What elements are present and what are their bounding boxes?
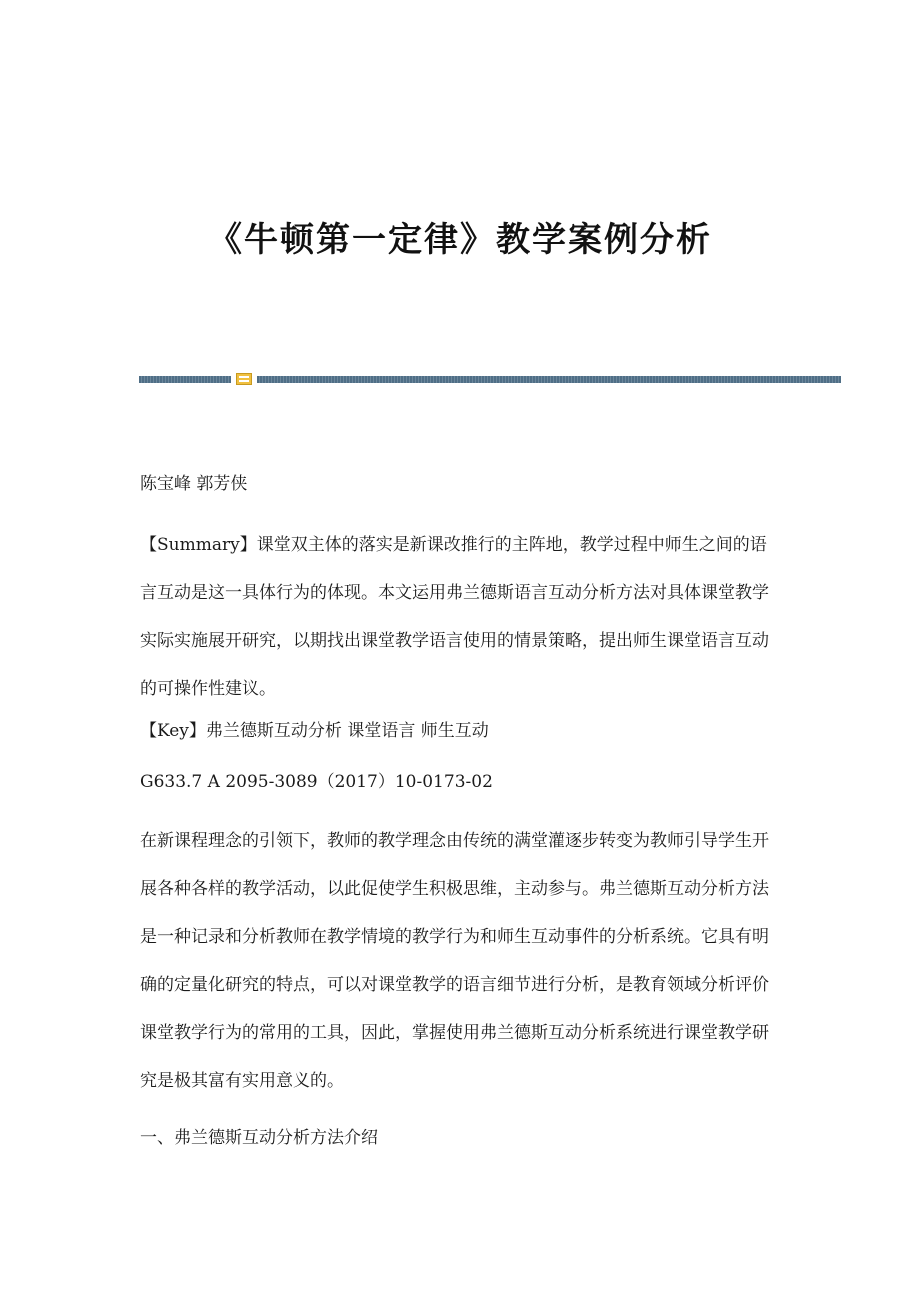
- document-title: 《牛顿第一定律》教学案例分析: [208, 220, 712, 260]
- summary-paragraph: [140, 521, 780, 713]
- classification-code: G633.7 A 2095-3089（2017）10-0173-02: [140, 772, 493, 792]
- summary-label: 【Summary】: [140, 535, 257, 555]
- title-divider: [139, 372, 841, 386]
- key-label: 【Key】: [140, 721, 206, 741]
- authors: 陈宝峰 郭芳侠: [140, 474, 248, 494]
- document-body: [140, 470, 780, 1153]
- divider-bar-right: [257, 376, 841, 383]
- key-text: 弗兰德斯互动分析 课堂语言 师生互动: [205, 721, 489, 741]
- summary-text: 课堂双主体的落实是新课改推行的主阵地，教学过程中师生之间的语言互动是这一具体行为的体现。本文运用弗兰德斯语言互动分析方法对具体课堂教学实际实施展开研究，以期找出课堂教学语言使用的情景策略，提出师生课堂语言互动的可操作性建议。: [140, 535, 769, 699]
- body-paragraph: 在新课程理念的引领下，教师的教学理念由传统的满堂灌逐步转变为教师引导学生开展各种各样的教学活动，以此促使学生积极思维，主动参与。弗兰德斯互动分析方法是一种记录和分析教师在教学情境的教学行为和师生互动事件的分析系统。它具有明确的定量化研究的特点，可以对课堂教学的语言细节进行分析，是教育领域分析评价课堂教学行为的常用的工具，因此，掌握使用弗兰德斯互动分析系统进行课堂教学研究是极其富有实用意义的。: [140, 831, 769, 1091]
- keywords-paragraph: [140, 717, 780, 746]
- divider-bar-left: [139, 376, 231, 383]
- section-heading: 一、弗兰德斯互动分析方法介绍: [140, 1128, 378, 1148]
- divider-ornament-icon: [236, 373, 252, 385]
